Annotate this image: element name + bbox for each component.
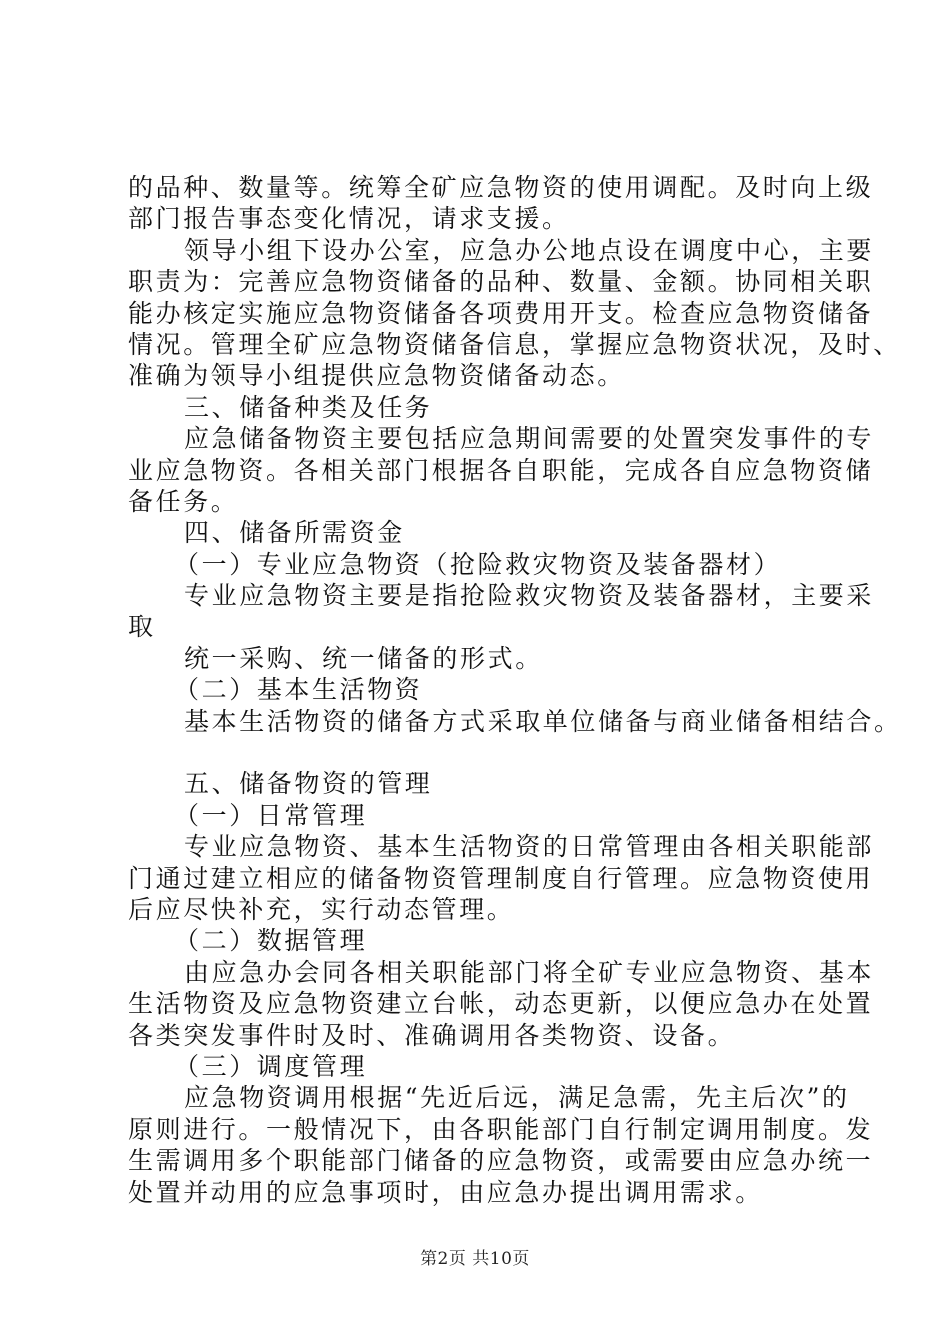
text-line: 生活物资及应急物资建立台帐，动态更新，以便应急办在处置	[128, 989, 874, 1019]
paragraph-start: 基本生活物资的储备方式采取单位储备与商业储备相结合。	[184, 706, 902, 736]
subsection-heading: （一）专业应急物资（抢险救灾物资及装备器材）	[174, 549, 782, 579]
text-line: 的品种、数量等。统筹全矿应急物资的使用调配。及时向上级	[128, 173, 874, 202]
blank-line	[128, 737, 848, 768]
text-line: 处置并动用的应急事项时，由应急办提出调用需求。	[128, 1177, 763, 1207]
paragraph-start: 应急物资调用根据“先近后远，满足急需，先主后次”的	[184, 1083, 850, 1113]
section-heading: 五、储备物资的管理	[184, 769, 433, 799]
text-line: 职责为：完善应急物资储备的品种、数量、金额。协同相关职	[128, 267, 874, 297]
paragraph-start: 由应急办会同各相关职能部门将全矿专业应急物资、基本	[184, 957, 875, 987]
section-heading: 三、储备种类及任务	[184, 392, 433, 422]
text-line: 准确为领导小组提供应急物资储备动态。	[128, 361, 625, 391]
text-line: 备任务。	[128, 486, 239, 516]
subsection-heading: （二）基本生活物资	[174, 675, 423, 705]
paragraph-start: 领导小组下设办公室，应急办公地点设在调度中心，主要	[184, 235, 875, 265]
section-heading: 四、储备所需资金	[184, 518, 405, 548]
text-line: 各类突发事件时及时、准确调用各类物资、设备。	[128, 1020, 736, 1050]
subsection-heading: （二）数据管理	[174, 926, 368, 956]
text-line: 门通过建立相应的储备物资管理制度自行管理。应急物资使用	[128, 863, 874, 893]
paragraph-start: 专业应急物资、基本生活物资的日常管理由各相关职能部	[184, 832, 875, 862]
text-line: 部门报告事态变化情况，请求支援。	[128, 204, 570, 234]
text-line: 后应尽快补充，实行动态管理。	[128, 894, 515, 924]
subsection-heading: （三）调度管理	[174, 1051, 368, 1081]
text-line: 情况。管理全矿应急物资储备信息，掌握应急物资状况，及时、	[128, 329, 901, 359]
text-line: 原则进行。一般情况下，由各职能部门自行制定调用制度。发	[128, 1114, 874, 1144]
text-line: 取	[128, 612, 156, 642]
text-line: 能办核定实施应急物资储备各项费用开支。检查应急物资储备	[128, 298, 874, 328]
paragraph-start: 应急储备物资主要包括应急期间需要的处置突发事件的专	[184, 424, 875, 454]
paragraph-start: 专业应急物资主要是指抢险救灾物资及装备器材，主要采	[184, 581, 875, 611]
text-line: 业应急物资。各相关部门根据各自职能，完成各自应急物资储	[128, 455, 874, 485]
page-footer: 第2页 共10页	[420, 1249, 530, 1269]
body-text	[128, 172, 902, 1208]
text-line: 生需调用多个职能部门储备的应急物资，或需要由应急办统一	[128, 1146, 874, 1176]
text-line: 统一采购、统一储备的形式。	[184, 643, 543, 673]
subsection-heading: （一）日常管理	[174, 800, 368, 830]
